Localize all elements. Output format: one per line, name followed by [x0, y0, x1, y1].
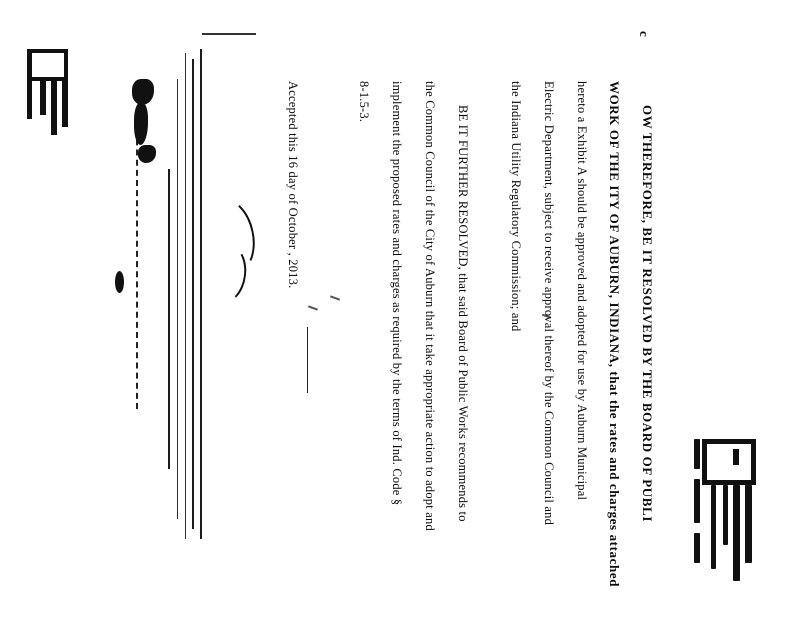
- body-line-8: implement the proposed rates and charges as required by the terms of Ind. Code §: [390, 81, 404, 506]
- stamp-bar-4: [711, 485, 716, 569]
- date-blank-rule: [307, 327, 308, 393]
- scanned-document: [30, 9, 770, 609]
- footer-stamp-bar-3: [40, 79, 46, 115]
- signature-rule-1: [200, 49, 202, 539]
- body-line-3: hereto a Exhibit A should be approved and adopted for use by Auburn Municipal: [575, 81, 589, 501]
- body-line-1: OW THEREFORE, BE IT RESOLVED BY THE BOARD OF PUBLI: [640, 105, 655, 522]
- stamp-box-glyph: [702, 439, 756, 485]
- signature-vertical-stroke: [202, 33, 256, 35]
- body-line-9: 8-1.5-3.: [357, 81, 371, 123]
- item-letter: c: [637, 31, 652, 38]
- body-line-5: the Indiana Utility Regulatory Commission; and: [509, 81, 523, 332]
- scan-speck: [330, 295, 340, 300]
- stamp-bar-5: [694, 439, 700, 469]
- body-line-7: the Common Council of the City of Auburn that it take appropriate action to adopt and: [423, 81, 437, 531]
- stamp-bar-1: [745, 485, 752, 563]
- body-line-2: WORK OF THE ITY OF AUBURN, INDIANA, that the rates and charges attached: [607, 81, 622, 588]
- signature-ink-mark: [132, 79, 154, 105]
- signature-ink-dot: [115, 271, 124, 293]
- footer-stamp-bar-4: [27, 49, 32, 119]
- stamp-bar-2: [733, 485, 740, 581]
- stamp-bar-6: [694, 479, 700, 523]
- scan-speck: [308, 305, 318, 310]
- signature-rule-5: [168, 169, 170, 469]
- document-body: [30, 9, 770, 609]
- footer-stamp-bar-2: [51, 79, 57, 135]
- scan-footer-stamp: [24, 49, 70, 139]
- signature-area: [50, 49, 210, 579]
- stamp-bar-7: [694, 533, 700, 563]
- acceptance-line: Accepted this 16 day of October , 2013.: [286, 81, 300, 289]
- signature-rule-4: [177, 79, 178, 519]
- signature-rule-2: [192, 59, 194, 529]
- stamp-bar-3: [723, 485, 728, 545]
- footer-stamp-box: [28, 49, 68, 81]
- signature-ink-mark: [138, 145, 156, 163]
- signature-rule-3: [185, 53, 186, 539]
- scan-stamp-block: [678, 439, 756, 589]
- signature-ink-mark: [134, 103, 148, 145]
- body-line-4: Electric Department, subject to receive approval thereof by the Common Council and: [542, 81, 556, 526]
- footer-stamp-bar-1: [62, 79, 68, 127]
- body-line-6: BE IT FURTHER RESOLVED, that said Board of Public Works recommends to: [456, 105, 470, 522]
